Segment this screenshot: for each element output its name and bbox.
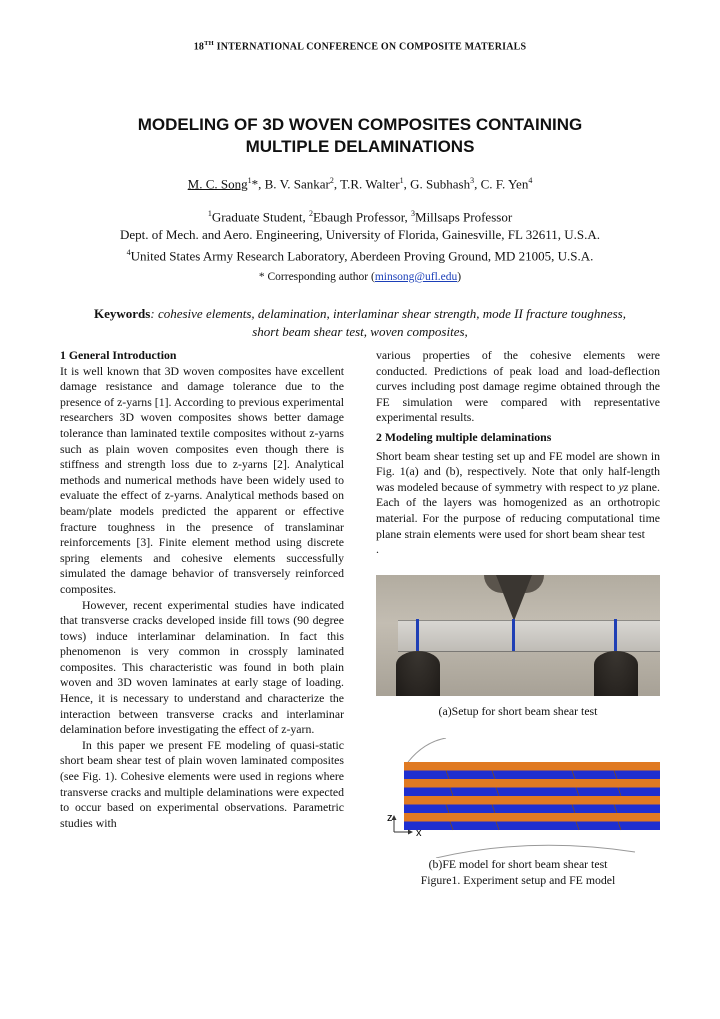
specimen-mark-left [416,619,419,651]
laminate-layer [404,805,660,814]
laminate-layer [404,788,660,797]
title-line-2: MULTIPLE DELAMINATIONS [245,137,475,156]
z-axis-label: z [387,812,393,824]
laminate-layer [404,779,660,788]
title-line-1: MODELING OF 3D WOVEN COMPOSITES CONTAINING [137,115,583,134]
support-right [594,651,638,696]
fe-model-figure [380,738,660,858]
loading-arc [408,738,446,762]
laminate-layer [404,771,660,780]
author-4: G. Subhash [410,176,471,192]
figure-caption: Figure1. Experiment setup and FE model [420,873,616,887]
corresponding-author: * Corresponding author (minsong@ufl.edu) [258,271,462,283]
affiliation-line-3: $^4$United States Army Research Laboratory, Aberdeen Proving Ground, MD 21005, U.S.A. [126,248,594,264]
left-column [60,348,344,831]
specimen-mark-right [614,619,617,651]
specimen-bar [398,620,660,652]
affiliation-line-2: Dept. of Mech. and Aero. Engineering, University of Florida, Gainesville, FL 32611, U.S.A. [120,227,600,243]
author-5: C. F. Yen [480,176,529,192]
setup-photo [376,575,660,696]
keywords [90,305,630,341]
email-link[interactable]: minsong@ufl.edu [374,271,458,283]
laminate-layer [404,813,660,822]
keywords-label: Keywords [94,306,151,321]
section-1-paragraph-2: However, recent experimental studies have indicated that transverse cracks developed inside fill tows (90 degree tows) induce interlaminar delamination. In fact this phenomenon is very common in crossply laminated composites. This characteristic was found in both plain woven and 3D woven laminates at early stage of loading. Hence, it is necessary to understand and characterize the interaction between transverse cracks and interlaminar delamination before investigating the effect of z-yarn. [60,597,344,737]
laminate-layer [404,822,660,831]
x-axis-label: x [416,827,422,839]
affiliation-line-1: $^1$Graduate Student, $^2$Ebaugh Professor, $^3$Millsaps Professor [207,209,513,225]
x-axis-arrow [408,830,413,835]
laminate-layer [404,762,660,771]
support-left [396,651,440,696]
figure-caption-b: (b)FE model for short beam shear test [428,857,608,871]
section-1-paragraph-3: In this paper we present FE modeling of quasi-static short beam shear test of plain woven laminated composites (see Fig. 1). Cohesive elements were used in regions where transverse cracks and multiple delaminations were expected to occur based on experimental observations. Parametric studies with [60,737,344,830]
author-2: B. V. Sankar [264,176,330,192]
author-1: M. C. Song [187,176,248,192]
running-header: 18TH INTERNATIONAL CONFERENCE ON COMPOSITE MATERIALS [193,40,527,53]
section-2-paragraph-1: Short beam shear testing set up and FE model are shown in Fig. 1(a) and (b), respectively. Note that only half-length was modeled because of symmetry with respect to yz plane. Each of the layers was homogenized as an orthotropic material. For the purpose of reducing computational time plane strain elements were used for short beam shear test [376,448,660,541]
keywords-text: : cohesive elements, delamination, interlaminar shear strength, mode II fracture toughness, short beam shear test, woven composites, [150,306,626,339]
loading-nose [496,575,532,621]
laminate-layer [404,796,660,805]
laminate-layers [404,762,660,830]
figure-caption-a: (a)Setup for short beam shear test [438,704,598,718]
specimen-mark-center [512,619,515,651]
stray-period: . [376,542,379,557]
affiliations [0,205,720,266]
section-1-heading: 1 General Introduction [60,348,177,362]
section-1-paragraph-1: It is well known that 3D woven composites have excellent damage resistance and damage tolerance due to the presence of z-yarns [1]. According to previous experimental researchers 3D woven composites shows better damage tolerance than laminated textile composites without z-yarns such as plain woven composites even though there is stiffness and strength loss due to z-yarns [2]. Analytical methods and numerical methods have been widely used to evaluate the effect of z-yarns. Analytical methods based on beam/plate models predicted the apparent or effective fracture toughness in the presence of translaminar reinforcements [3]. Finite element method using discrete spring elements and cohesive elements successfully simulated the damage behavior of transversely reinforced composites. [60,363,344,596]
author-list: M. C. Song$^1$*, B. V. Sankar$^2$, T.R. Walter$^1$, G. Subhash$^3$, C. F. Yen$^4$ [187,176,533,192]
right-column [376,348,660,558]
paper-title [60,114,660,158]
section-1-continuation: various properties of the cohesive elements were conducted. Predictions of peak load and load-deflection curves including post damage regime obtained through the FE simulation were compared with representative experimental results. [376,348,660,425]
section-2-heading: 2 Modeling multiple delaminations [376,429,552,444]
author-3: T.R. Walter [340,176,400,192]
